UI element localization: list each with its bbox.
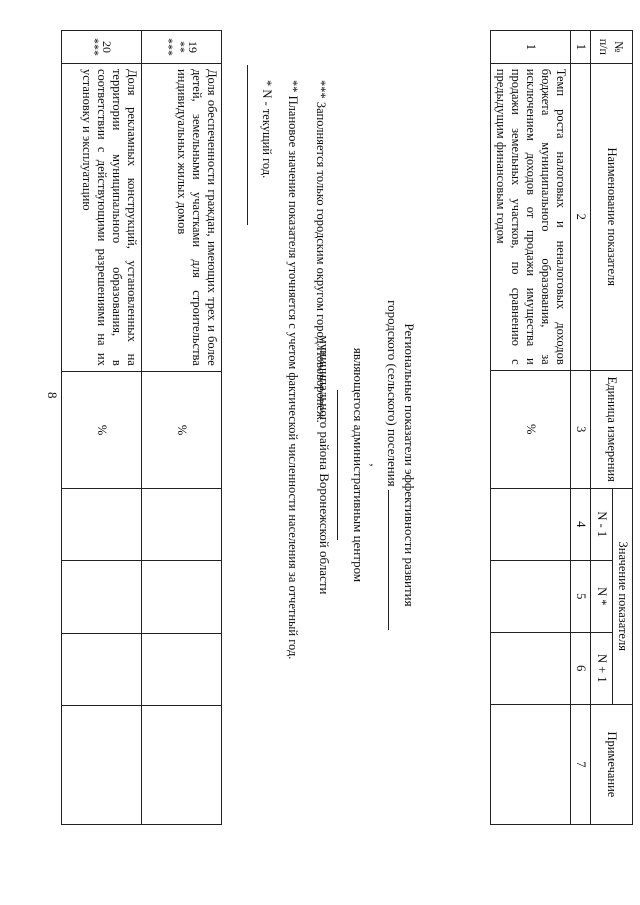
value-cell [491,560,571,632]
value-cell [491,632,571,704]
name-blank-line [388,490,401,630]
row-number: 19 ** *** [142,31,222,64]
value-cell [142,633,222,705]
value-cell [62,561,142,633]
table-row [491,31,571,825]
column-number: 7 [571,704,591,824]
note-cell [491,704,571,824]
upper-table [61,30,222,825]
column-number: 4 [571,488,591,560]
title-line-4: муниципального района Воронежской области [317,335,332,595]
title-line-2-comma: , [368,463,383,467]
note-cell [142,705,222,824]
title-line-3-text: являющегося административным центром [351,347,366,583]
footnote-separator [247,65,248,225]
indicator-name: Доля рекламных конструкций, установленных на территории муниципального образования, в соответствии с действующими разрешениями на их установку и эксплуатацию [62,63,142,371]
column-number: 5 [571,560,591,632]
footnote-1: * N - текущий год. [260,80,274,179]
header-row [613,31,633,825]
column-number-row [571,31,591,825]
footnote-3: *** Заполняется только городским округом город Нововоронеж. [314,80,328,423]
value-cell [142,489,222,561]
header-note: Примечание [591,704,633,824]
column-number: 6 [571,632,591,704]
row-number: 20 *** [62,31,142,64]
title-line-2-text: городского (сельского) поселения [385,300,400,487]
header-values-group: Значение показателя [613,488,633,704]
footnote-2: ** Плановое значение показателя уточняется с учетом фактической численности населения за отчетный год. [286,80,300,660]
note-cell [62,705,142,824]
header-n-minus-1: N - 1 [591,488,613,560]
unit-cell: % [491,370,571,488]
table-row [142,31,222,825]
title-line-3 [333,300,367,630]
page-number: 8 [45,392,60,399]
header-num: № п/п [591,31,633,64]
title-line-1: Региональные показатели эффективности развития [402,323,417,607]
column-number: 3 [571,370,591,488]
title-line-2 [367,300,401,630]
column-number: 1 [571,31,591,64]
header-n: N * [591,560,613,632]
value-cell [62,633,142,705]
row-number: 1 [491,31,571,64]
column-number: 2 [571,63,591,370]
value-cell [62,489,142,561]
section-title [316,300,418,630]
header-name: Наименование показателя [591,63,633,370]
indicators-table [490,30,633,825]
unit-cell: % [142,371,222,489]
value-cell [142,561,222,633]
indicator-name: Доля обеспеченности граждан, имеющих трех и более детей, земельными участками для строительства индивидуальных жилых домов [142,63,222,371]
header-unit: Единица измерения [591,370,633,488]
value-cell [491,488,571,560]
header-n-plus-1: N + 1 [591,632,613,704]
center-blank-line [337,390,350,540]
unit-cell: % [62,371,142,489]
table-row [62,31,142,825]
indicator-name: Темп роста налоговых и неналоговых доходов бюджета муниципального образования, за исключением доходов от продажи имущества и продажи земельных участков, по сравнению с предыдущим финансовым годом [491,63,571,370]
